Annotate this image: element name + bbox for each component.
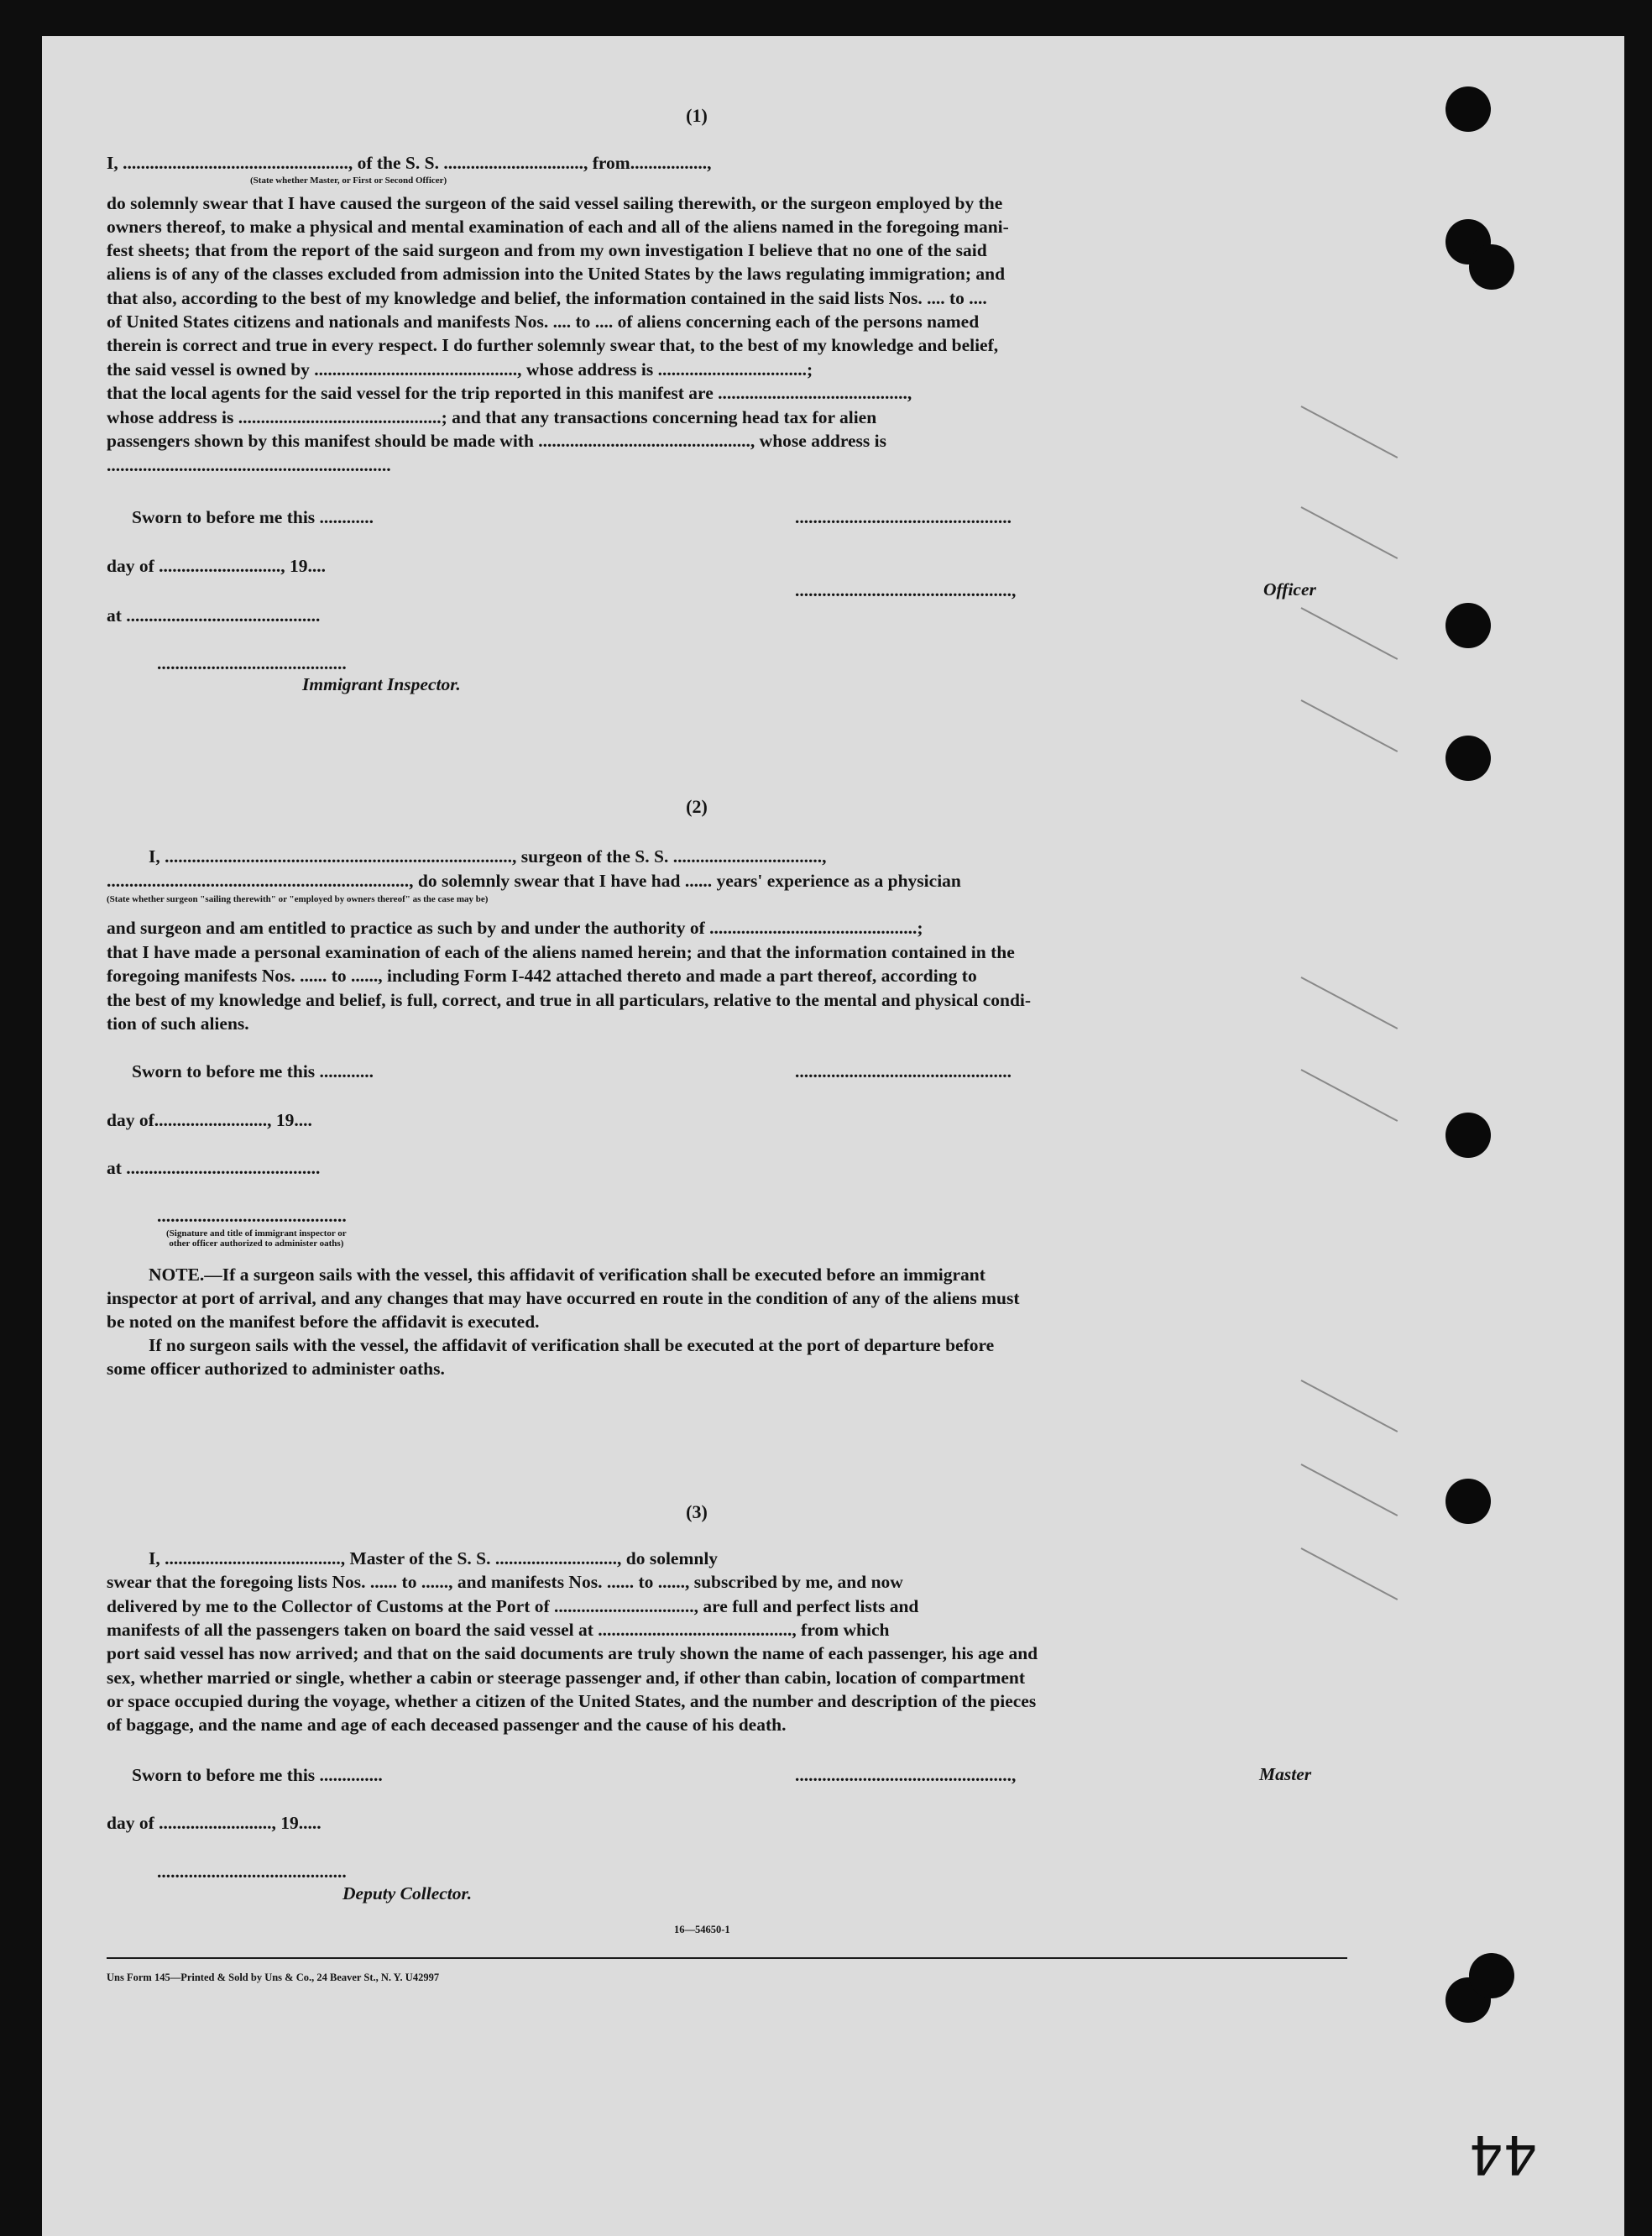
affidavit-line: the said vessel is owned by ............................................., whose address is .................................; [107, 359, 813, 380]
signature-line: ................................................ [795, 1061, 1012, 1081]
affidavit-line: aliens is of any of the classes excluded from admission into the United States by the laws regulating immigration; and [107, 264, 1006, 284]
place-line: at ........................................... [107, 1158, 321, 1178]
affidavit-line: tion of such aliens. [107, 1013, 249, 1034]
punch-hole [1446, 1479, 1491, 1524]
signature-caption: (Signature and title of immigrant inspector or other officer authorized to administer oaths) [166, 1228, 347, 1249]
affidavit-line: that also, according to the best of my knowledge and belief, the information contained in the said lists Nos. .... to .... [107, 288, 987, 308]
affidavit-line: I, .................................................., of the S. S. ..............................., from................., [107, 153, 712, 173]
sworn-line: Sworn to before me this ............ [132, 507, 374, 527]
signature-line: ................................................, [795, 1765, 1021, 1785]
affidavit-line: do solemnly swear that I have caused the surgeon of the said vessel sailing therewith, or the surgeon employed by the [107, 193, 1003, 213]
field-caption: (State whether surgeon "sailing therewith" or "employed by owners thereof" as the case may be) [107, 894, 489, 904]
affidavit-line: or space occupied during the voyage, whether a citizen of the United States, and the number and description of the pieces [107, 1691, 1037, 1711]
sworn-line: Sworn to before me this .............. [132, 1765, 383, 1785]
date-line: day of ..........................., 19.... [107, 556, 326, 576]
signature-line: .......................................... [157, 1862, 347, 1882]
place-line: at ........................................... [107, 605, 321, 626]
field-caption: (State whether Master, or First or Second Officer) [250, 175, 447, 186]
affidavit-line: foregoing manifests Nos. ...... to ......, including Form I-442 attached thereto and made a part thereof, according to [107, 966, 977, 986]
note-line: NOTE.—If a surgeon sails with the vessel, this affidavit of verification shall be executed before an immigrant [149, 1265, 985, 1285]
punch-hole [1446, 86, 1491, 132]
page-number: 44 [1469, 2123, 1538, 2185]
punch-hole [1469, 244, 1514, 290]
signature-line: .......................................... [157, 1206, 347, 1226]
footer-divider [107, 1957, 1347, 1959]
affidavit-line: whose address is .............................................; and that any transactions concerning head tax for alien [107, 407, 877, 427]
punch-hole [1469, 1953, 1514, 1998]
note-line: inspector at port of arrival, and any changes that may have occurred en route in the condition of any of the aliens must [107, 1288, 1020, 1308]
bleed-through-mark [1301, 1069, 1398, 1122]
affidavit-line: delivered by me to the Collector of Customs at the Port of ..............................., are full and perfect lists and [107, 1596, 919, 1616]
affidavit-line: fest sheets; that from the report of the said surgeon and from my own investigation I believe that no one of the said [107, 240, 987, 260]
affidavit-line: I, ............................................................................., surgeon of the S. S. ................................., [149, 846, 827, 867]
signer-title: Deputy Collector. [342, 1883, 473, 1903]
bleed-through-mark [1301, 699, 1398, 752]
note-line: be noted on the manifest before the affidavit is executed. [107, 1312, 540, 1332]
note-line: some officer authorized to administer oaths. [107, 1359, 445, 1379]
printer-imprint: Uns Form 145—Printed & Sold by Uns & Co., 24 Beaver St., N. Y. U42997 [107, 1972, 440, 1983]
affidavit-line: that the local agents for the said vessel for the trip reported in this manifest are .........................................., [107, 383, 912, 403]
bleed-through-mark [1301, 607, 1398, 660]
date-line: day of ........................., 19..... [107, 1813, 322, 1833]
affidavit-line: and surgeon and am entitled to practice as such by and under the authority of ..............................................; [107, 918, 923, 938]
affidavit-line: passengers shown by this manifest should be made with ..............................................., whose address is [107, 431, 887, 451]
affidavit-line: therein is correct and true in every respect. I do further solemnly swear that, to the best of my knowledge and belief, [107, 335, 999, 355]
signature-line: ................................................ [795, 507, 1012, 527]
affidavit-line: I, ......................................., Master of the S. S. ..........................., do solemnly [149, 1548, 719, 1568]
section-3-heading: (3) [686, 1501, 708, 1522]
affidavit-line: of United States citizens and nationals and manifests Nos. .... to .... of aliens concerning each of the persons named [107, 312, 980, 332]
signature-line: .......................................... [157, 653, 347, 673]
affidavit-line: swear that the foregoing lists Nos. ...... to ......, and manifests Nos. ...... to ......, subscribed by me, and now [107, 1572, 903, 1592]
bleed-through-mark [1301, 1547, 1398, 1600]
bleed-through-mark [1301, 506, 1398, 559]
punch-hole [1446, 603, 1491, 648]
officer-label: Officer [1263, 579, 1316, 600]
bleed-through-mark [1301, 406, 1398, 458]
signature-line: ................................................, [795, 580, 1021, 600]
affidavit-line: owners thereof, to make a physical and mental examination of each and all of the aliens named in the foregoing mani- [107, 217, 1009, 237]
affidavit-line: that I have made a personal examination of each of the aliens named herein; and that the information contained in the [107, 942, 1015, 962]
punch-hole [1446, 1113, 1491, 1158]
affidavit-line: ..................................................................., do solemnly swear that I have had ...... years' experience as a physician [107, 871, 961, 891]
sworn-line: Sworn to before me this ............ [132, 1061, 374, 1081]
date-line: day of........................., 19.... [107, 1110, 312, 1130]
affidavit-line: of baggage, and the name and age of each deceased passenger and the cause of his death. [107, 1715, 787, 1735]
affidavit-line: the best of my knowledge and belief, is full, correct, and true in all particulars, relative to the mental and physical condi- [107, 990, 1032, 1010]
bleed-through-mark [1301, 1380, 1398, 1432]
affidavit-line: sex, whether married or single, whether a cabin or steerage passenger and, if other than cabin, location of compartment [107, 1668, 1026, 1688]
note-line: If no surgeon sails with the vessel, the affidavit of verification shall be executed at the port of departure before [149, 1335, 995, 1355]
bleed-through-mark [1301, 977, 1398, 1029]
affidavit-line: manifests of all the passengers taken on board the said vessel at ..........................................., from which [107, 1620, 890, 1640]
document-page [42, 36, 1624, 2236]
section-1-heading: (1) [686, 105, 708, 126]
section-2-heading: (2) [686, 796, 708, 817]
affidavit-line: port said vessel has now arrived; and that on the said documents are truly shown the name of each passenger, his age and [107, 1643, 1038, 1663]
signer-title: Immigrant Inspector. [302, 674, 461, 694]
form-number: 16—54650-1 [674, 1924, 730, 1935]
punch-hole [1446, 736, 1491, 781]
master-label: Master [1259, 1764, 1312, 1784]
affidavit-line: ............................................................... [107, 455, 391, 475]
